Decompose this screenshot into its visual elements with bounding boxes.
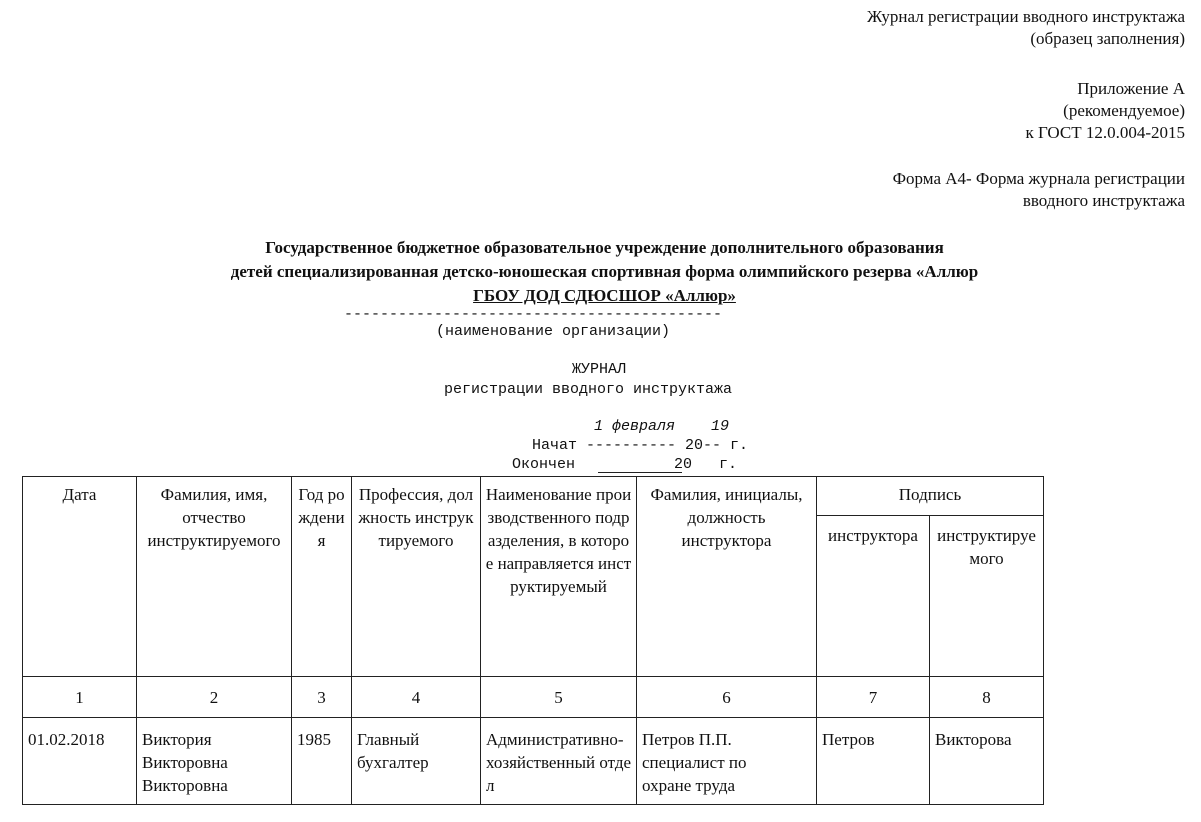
header-profession: Профессия, должность инструктируемого <box>351 476 481 677</box>
header-sig-instructed: инструктируемого <box>929 515 1044 677</box>
row-birth-year: 1985 <box>291 717 352 805</box>
gost-label: к ГОСТ 12.0.004-2015 <box>1025 123 1185 142</box>
started-line: Начат ---------- 20-- г. <box>532 437 749 454</box>
row-date: 01.02.2018 <box>22 717 137 805</box>
journal-title: ЖУРНАЛ <box>572 361 627 378</box>
org-short-name: ГБОУ ДОД СДЮСШОР «Аллюр» <box>473 286 736 305</box>
appendix-label: Приложение А <box>1077 79 1185 98</box>
header-department: Наименование производственного подразделения, в которое направляется инструктируемый <box>480 476 637 677</box>
header-signature: Подпись <box>816 476 1044 516</box>
row-department: Административно-хозяйственный отдел <box>480 717 637 805</box>
finished-underline <box>598 472 682 473</box>
row-sig-instructed: Викторова <box>929 717 1044 805</box>
col-number-7: 7 <box>816 676 930 718</box>
appendix-block <box>1025 78 1185 144</box>
start-date-handwritten: 1 февраля 19 <box>594 418 730 435</box>
header-name: Фамилия, имя, отчество инструктируемого <box>136 476 292 677</box>
organization-name <box>0 236 1201 308</box>
org-caption: (наименование организации) <box>436 323 671 340</box>
form-block <box>893 168 1185 212</box>
recommended-label: (рекомендуемое) <box>1063 101 1185 120</box>
col-number-4: 4 <box>351 676 481 718</box>
col-number-6: 6 <box>636 676 817 718</box>
header-date: Дата <box>22 476 137 677</box>
col-number-1: 1 <box>22 676 137 718</box>
doc-title: Журнал регистрации вводного инструктажа <box>867 7 1185 26</box>
row-sig-instructor: Петров <box>816 717 930 805</box>
form-label-2: вводного инструктажа <box>1022 191 1185 210</box>
row-name: Виктория Викторовна Викторовна <box>136 717 292 805</box>
row-profession: Главный бухгалтер <box>351 717 481 805</box>
row-instructor: Петров П.П. специалист по охране труда <box>636 717 817 805</box>
org-line-2: детей специализированная детско-юношеская спортивная форма олимпийского резерва «Аллюр <box>230 262 979 281</box>
doc-subtitle: (образец заполнения) <box>1030 29 1185 48</box>
col-number-5: 5 <box>480 676 637 718</box>
header-birth-year: Год рождения <box>291 476 352 677</box>
col-number-3: 3 <box>291 676 352 718</box>
org-line-1: Государственное бюджетное образовательное учреждение дополнительного образования <box>265 238 944 257</box>
col-number-8: 8 <box>929 676 1044 718</box>
org-dashes: ------------------------------------------ <box>344 306 723 323</box>
journal-subtitle: регистрации вводного инструктажа <box>444 381 733 398</box>
form-label-1: Форма А4- Форма журнала регистрации <box>892 169 1185 188</box>
finished-line: Окончен 20 г. <box>512 456 738 473</box>
journal-header <box>867 6 1185 50</box>
header-sig-instructor: инструктора <box>816 515 930 677</box>
col-number-2: 2 <box>136 676 292 718</box>
header-instructor: Фамилия, инициалы, должность инструктора <box>636 476 817 677</box>
